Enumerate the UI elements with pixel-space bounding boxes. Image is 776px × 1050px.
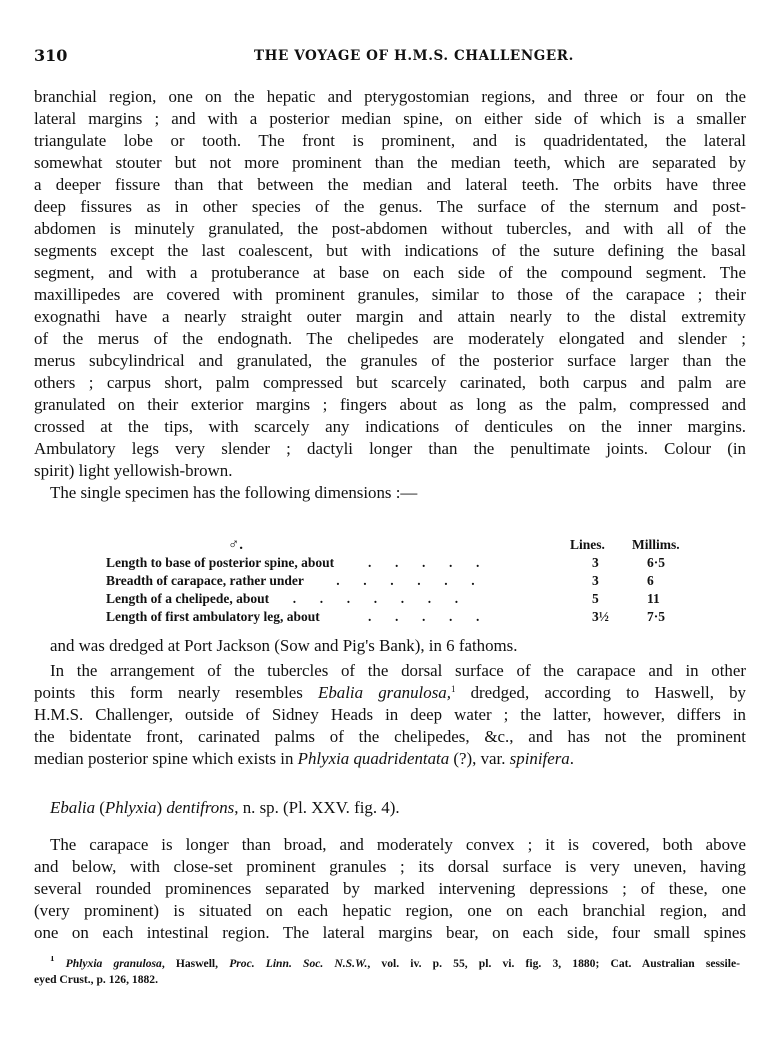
text-line: The carapace is longer than broad, and moderately convex ; it is covered, both above [50,835,746,854]
text-line: several rounded prominences separated by marked intervening depressions ; of these, one [34,879,746,898]
row-leader-dots: . . . . . . [316,573,475,588]
running-title: THE VOYAGE OF H.M.S. CHALLENGER. [254,48,574,64]
taxon-name: Ebalia granulosa, [318,683,451,702]
taxon-name: Phlyxia quadridentata [297,749,450,768]
footnote-ref: 1 [450,684,456,694]
row-label: Breadth of carapace, rather under [106,573,304,588]
row-millims-value: 6 [647,573,654,588]
page-header [34,46,746,66]
table-header [106,537,706,555]
male-symbol: ♂. [228,537,243,553]
table-row [106,591,706,609]
text-line: maxillipedes are covered with prominent granules, similar to those of the carapace ; their [34,285,746,304]
subgenus-name: Phlyxia [104,798,157,817]
row-leader-dots: . . . . . [368,609,480,624]
species-heading: Ebalia (Phlyxia) dentifrons, n. sp. (Pl. XXV. fig. 4). [50,798,400,817]
paragraph-3 [34,834,746,944]
table-row [106,609,706,627]
text-line: merus subcylindrical and granulated, the granules of the posterior surface larger than the [34,351,746,370]
text-line: H.M.S. Challenger, outside of Sidney Heads in deep water ; the latter, however, differs in [34,705,746,724]
dimensions-table [106,537,706,627]
text-line: abdomen is minutely granulated, the post-abdomen without tubercles, and with all of the [34,219,746,238]
taxon-name: Phlyxia granulosa [65,957,162,970]
footnote-line [50,956,740,972]
row-label: Length of a chelipede, about [106,591,270,606]
text-line: the bidentate front, carinated palms of the chelipedes, &c., and has not the prominent [34,727,746,746]
text-run: median posterior spine which exists in [34,749,298,768]
text-line [34,682,746,704]
row-lines-value: 3½ [592,609,609,624]
text-line: segments except the last coalescent, but with indications of the suture defining the basal [34,241,746,260]
footnote [34,956,740,988]
row-label: Length to base of posterior spine, about [106,555,335,570]
text-run: dredged, according to Haswell, by [455,683,746,702]
paragraph-2 [34,660,746,770]
text-line: In the arrangement of the tubercles of the dorsal surface of the carapace and in other [50,661,746,680]
footnote-marker: 1 [50,956,55,963]
footnote-line: eyed Crust., p. 126, 1882. [34,973,158,986]
species-name: dentifrons [166,798,235,817]
table-row [106,573,706,591]
table-row [106,555,706,573]
text-line: lateral margins ; and with a posterior median spine, on either side of which is a smaller [34,109,746,128]
text-line: triangulate lobe or tooth. The front is prominent, and is quadridentated, the lateral [34,131,746,150]
row-millims-value: 7·5 [647,609,666,624]
text-run: points this form nearly resembles [34,683,319,702]
text-line: spirit) light yellowish-brown. [34,461,233,480]
text-line: deep fissures as in other species of the genus. The surface of the sternum and post- [34,197,746,216]
text-line: somewhat stouter but not more prominent than the median teeth, which are separated by [34,153,746,172]
text-line: of the merus of the endognath. The chelipedes are moderately elongated and slender ; [34,329,746,348]
locality-sentence: and was dredged at Port Jackson (Sow and Pig's Bank), in 6 fathoms. [50,636,518,655]
text-line: The single specimen has the following dimensions :— [50,483,418,502]
text-line: others ; carpus short, palm compressed but scarcely carinated, both carpus and palm are [34,373,746,392]
journal-name: Proc. Linn. Soc. N.S.W. [229,957,368,970]
text-line: one on each intestinal region. The lateral margins bear, on each side, four small spines [34,923,746,942]
genus-name: Ebalia [50,798,96,817]
row-label: Length of first ambulatory leg, about [106,609,320,624]
text-line [34,748,746,770]
column-header-millims: Millims. [632,537,680,552]
text-run: (?), var. [449,749,510,768]
text-line: segment, and with a protuberance at base on each side of the compound segment. The [34,263,746,282]
text-line: (very prominent) is situated on each hepatic region, one on each branchial region, and [34,901,746,920]
row-lines-value: 3 [592,555,599,570]
text-run: . [569,749,574,768]
text-line: a deeper fissure than that between the median and lateral teeth. The orbits have three [34,175,746,194]
text-line: and below, with close-set prominent granules ; its dorsal surface is very uneven, having [34,857,746,876]
text-line: branchial region, one on the hepatic and pterygostomian regions, and three or four on the [34,87,746,106]
text-line: granulated on their exterior margins ; fingers about as long as the palm, compressed and [34,395,746,414]
row-lines-value: 3 [592,573,599,588]
text-run: , Haswell, [161,957,230,970]
row-millims-value: 11 [647,591,660,606]
row-millims-value: 6·5 [647,555,666,570]
text-line: crossed at the tips, with scarcely any indications of denticules on the inner margins. [34,417,746,436]
row-leader-dots: . . . . . . . [286,591,459,606]
column-header-lines: Lines. [570,537,605,552]
text-line: Ambulatory legs very slender ; dactyli longer than the penultimate joints. Colour (in [34,439,746,458]
text-line: exognathi have a nearly straight outer margin and attain nearly to the distal extremity [34,307,746,326]
variety-name: spinifera [509,749,570,768]
page-number: 310 [34,46,68,65]
text-run: , vol. iv. p. 55, pl. vi. fig. 3, 1880; Cat. Australian sessile- [367,957,740,970]
heading-rest: , n. sp. (Pl. XXV. fig. 4). [234,798,400,817]
row-leader-dots: . . . . . [368,555,480,570]
paragraph-1 [34,86,746,504]
row-lines-value: 5 [592,591,599,606]
